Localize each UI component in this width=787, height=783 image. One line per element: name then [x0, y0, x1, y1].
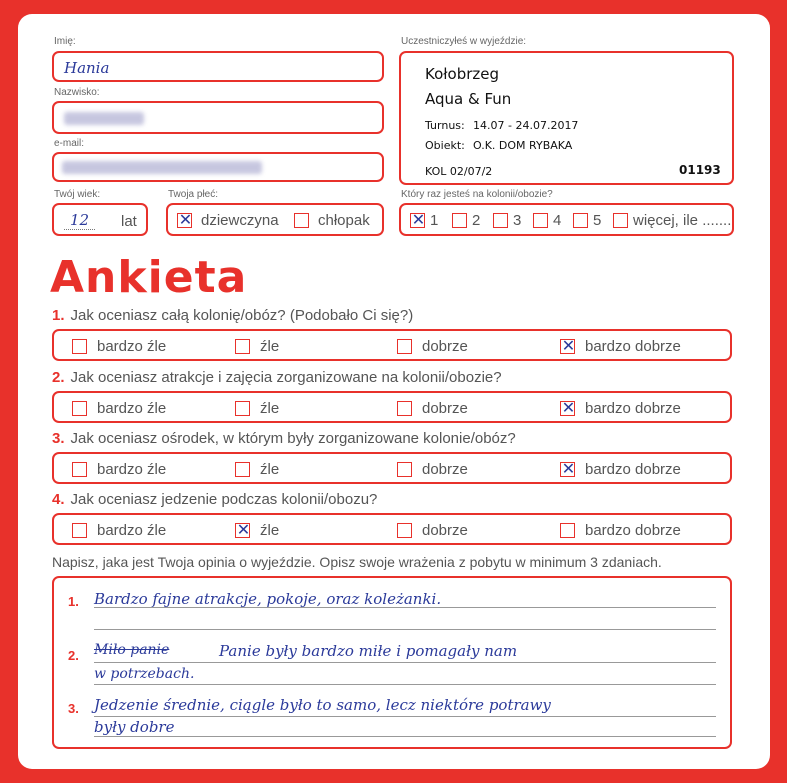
name-value: Hania	[64, 59, 110, 77]
q2-option-very-good: bardzo dobrze	[585, 400, 681, 417]
q2-option-good: dobrze	[422, 400, 468, 417]
trip-number: 01193	[679, 163, 721, 177]
name-field[interactable]	[52, 51, 384, 82]
times-option-5: 5	[593, 212, 602, 229]
times-option-2: 2	[472, 212, 481, 229]
question-3: 3. Jak oceniasz ośrodek, w którym były zorganizowane kolonie/obóz?	[52, 430, 516, 447]
check-mark-icon: ✕	[178, 210, 193, 229]
q4-option-good: dobrze	[422, 522, 468, 539]
times-checkbox-1[interactable]	[410, 210, 426, 229]
obiekt-value: O.K. DOM RYBAKA	[473, 139, 573, 152]
q4-option-very-good: bardzo dobrze	[585, 522, 681, 539]
name-label: Imię:	[54, 36, 76, 47]
survey-title: Ankieta	[50, 252, 248, 303]
q1-checkbox-very-good[interactable]	[560, 336, 576, 355]
q1-checkbox-bad[interactable]	[235, 339, 250, 354]
age-unit: lat	[121, 213, 137, 230]
gender-option-boy: chłopak	[318, 212, 370, 229]
gender-option-girl: dziewczyna	[201, 212, 279, 229]
question-4-answers	[52, 513, 732, 545]
age-field[interactable]	[52, 203, 148, 236]
opinion-box[interactable]	[52, 576, 732, 749]
q4-checkbox-good[interactable]	[397, 523, 412, 538]
trip-code: KOL 02/07/2	[425, 165, 493, 178]
q4-checkbox-very-good[interactable]	[560, 523, 575, 538]
email-label: e-mail:	[54, 138, 85, 149]
writing-line	[94, 716, 716, 717]
question-3-answers	[52, 452, 732, 484]
q3-checkbox-very-bad[interactable]	[72, 462, 87, 477]
opinion-prompt: Napisz, jaka jest Twoja opinia o wyjeździe. Opisz swoje wrażenia z pobytu w minimum 3 zdaniach.	[52, 554, 662, 570]
q1-option-very-good: bardzo dobrze	[585, 338, 681, 355]
q2-option-bad: źle	[260, 400, 280, 417]
question-1-answers	[52, 329, 732, 361]
question-2-answers	[52, 391, 732, 423]
age-value: 12	[64, 211, 95, 230]
writing-line	[94, 662, 716, 663]
times-checkbox-4[interactable]	[533, 213, 548, 228]
q4-checkbox-bad[interactable]	[235, 520, 251, 539]
answer-2-number: 2.	[68, 648, 79, 663]
q3-option-bad: źle	[260, 461, 280, 478]
times-option-1: 1	[430, 212, 439, 229]
check-mark-icon: ✕	[561, 459, 576, 478]
answer-3-text-continued: były dobre	[94, 718, 175, 736]
writing-line	[94, 629, 716, 630]
times-checkbox-5[interactable]	[573, 213, 588, 228]
q1-checkbox-good[interactable]	[397, 339, 412, 354]
check-mark-icon: ✕	[236, 520, 251, 539]
times-option-more: więcej, ile .......	[633, 212, 732, 229]
obiekt-label: Obiekt:	[425, 139, 465, 152]
answer-3-number: 3.	[68, 701, 79, 716]
gender-field	[166, 203, 384, 236]
q3-option-very-good: bardzo dobrze	[585, 461, 681, 478]
turnus-label: Turnus:	[425, 119, 465, 132]
question-2: 2. Jak oceniasz atrakcje i zajęcia zorganizowane na kolonii/obozie?	[52, 369, 502, 386]
q3-option-very-bad: bardzo źle	[97, 461, 167, 478]
gender-label: Twoja płeć:	[168, 189, 219, 200]
q4-checkbox-very-bad[interactable]	[72, 523, 87, 538]
q1-option-bad: źle	[260, 338, 280, 355]
trip-info-box	[399, 51, 734, 185]
trip-city: Kołobrzeg	[425, 65, 500, 83]
gender-checkbox-girl[interactable]	[177, 210, 193, 229]
times-checkbox-3[interactable]	[493, 213, 508, 228]
surname-label: Nazwisko:	[54, 87, 100, 98]
answer-2-text: Panie były bardzo miłe i pomagały nam	[219, 642, 518, 660]
trip-program: Aqua & Fun	[425, 90, 512, 108]
surname-field[interactable]	[52, 101, 384, 134]
trip-label: Uczestniczyłeś w wyjeździe:	[401, 36, 527, 47]
age-label: Twój wiek:	[54, 189, 101, 200]
times-field	[399, 203, 734, 236]
q4-option-bad: źle	[260, 522, 280, 539]
q2-checkbox-good[interactable]	[397, 401, 412, 416]
q3-option-good: dobrze	[422, 461, 468, 478]
answer-2-text-continued: w potrzebach.	[94, 666, 195, 682]
q4-option-very-bad: bardzo źle	[97, 522, 167, 539]
times-option-4: 4	[553, 212, 562, 229]
writing-line	[94, 684, 716, 685]
q3-checkbox-good[interactable]	[397, 462, 412, 477]
q2-option-very-bad: bardzo źle	[97, 400, 167, 417]
answer-1-text: Bardzo fajne atrakcje, pokoje, oraz koleżanki.	[94, 590, 442, 608]
check-mark-icon: ✕	[561, 336, 576, 355]
answer-3-text: Jedzenie średnie, ciągle było to samo, lecz niektóre potrawy	[94, 696, 551, 714]
times-checkbox-more[interactable]	[613, 213, 628, 228]
times-label: Który raz jesteś na kolonii/obozie?	[401, 189, 553, 200]
turnus-value: 14.07 - 24.07.2017	[473, 119, 579, 132]
q3-checkbox-bad[interactable]	[235, 462, 250, 477]
question-1: 1. Jak oceniasz całą kolonię/obóz? (Podobało Ci się?)	[52, 307, 414, 324]
q2-checkbox-very-bad[interactable]	[72, 401, 87, 416]
q1-option-good: dobrze	[422, 338, 468, 355]
writing-line	[94, 736, 716, 737]
times-checkbox-2[interactable]	[452, 213, 467, 228]
q2-checkbox-very-good[interactable]	[560, 398, 576, 417]
times-option-3: 3	[513, 212, 522, 229]
q1-checkbox-very-bad[interactable]	[72, 339, 87, 354]
answer-2-crossed-text: Miło panie	[94, 642, 170, 658]
question-4: 4. Jak oceniasz jedzenie podczas kolonii/obozu?	[52, 491, 378, 508]
q3-checkbox-very-good[interactable]	[560, 459, 576, 478]
email-field[interactable]	[52, 152, 384, 182]
q2-checkbox-bad[interactable]	[235, 401, 250, 416]
answer-1-number: 1.	[68, 594, 79, 609]
check-mark-icon: ✕	[561, 398, 576, 417]
q1-option-very-bad: bardzo źle	[97, 338, 167, 355]
email-redacted	[62, 161, 262, 174]
surname-redacted	[64, 112, 144, 125]
check-mark-icon: ✕	[411, 210, 426, 229]
gender-checkbox-boy[interactable]	[294, 213, 309, 228]
